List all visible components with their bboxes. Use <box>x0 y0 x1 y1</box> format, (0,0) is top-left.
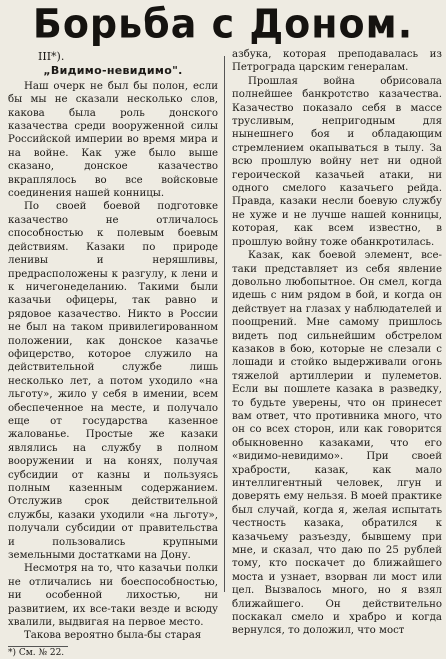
column-divider <box>224 56 225 592</box>
headline: Борьба с Доном. <box>32 0 414 48</box>
section-number: III*). <box>38 50 65 63</box>
footnote-divider <box>8 646 68 647</box>
paragraph: По своей боевой подготовке казачество не отличалось способностью к полевым боевым действиям. Казаки по природе ленивы и неряшливы, предрасположены к разгулу, к лени и к ничегонеделанию. Такими были казачьи офицеры, так равно и рядовое казачество. Никто в России не был на таком привилегированном положении, как донское казачье офицерство, которое служило на действительной службе лишь несколько лет, а потом уходило «на льготу», жило у себя в имении, всем обеспеченное на месте, и получало еще от государства казенное жалованье. Простые же казаки являлись на службу в полном вооружении и на конях, получая субсидии от казны и пользуясь полным казенным содержанием. Отслужив срок действительной службы, казаки уходили «на льготу», получали субсидии от правительства и пользовались крупными земельными достатками на Дону. <box>8 201 218 562</box>
left-column <box>8 48 218 658</box>
paragraph: Несмотря на то, что казачьи полки не отличались ни боеспособностью, ни особенной лихостью, ни развитием, их все-таки везде и всюду хвалили, выдвигая на первое место. <box>8 563 218 629</box>
right-column <box>232 48 442 637</box>
paragraph: Прошлая война обрисовала полнейшее банкротство казачества. Казачество показало себя в массе трусливым, непригодным для нынешнего боя и обладающим стремлением окапываться в тылу. За всю прошлую войну нет ни одной героической казачьей атаки, ни одного смелого казачьего рейда. Правда, казаки несли боевую службу не хуже и не лучше нашей конницы, которая, как всем известно, в прошлую войну тоже обанкротилась. <box>232 75 442 248</box>
subheadline: „Видимо-невидимо". <box>43 64 183 78</box>
paragraph: азбука, которая преподавалась из Петрограда царским генералам. <box>232 49 442 74</box>
paragraph: Такова вероятно была-бы старая <box>24 630 202 642</box>
paragraph: Наш очерк не был бы полон, если бы мы не сказали несколько слов, какова была роль донского казачества среди вооруженной силы Российской империи во время мира и на войне. Как уже было выше сказано, донское казачество вкраплялось во все войсковые соединения нашей конницы. <box>8 80 218 200</box>
footnote: *) См. № 22. <box>8 647 65 658</box>
article-columns <box>0 48 446 658</box>
paragraph: Казак, как боевой элемент, все-таки представляет из себя явление довольно любопытное. Он смел, когда идешь с ним рядом в бой, и когда он действует на глазах у наблюдателей и поощрений. Мне самому пришлось видеть под сильнейшим обстрелом казаков в бою, которые не слезали с лошади и стойко выдерживали огонь тяжелой артиллерии и пулеметов. Если вы пошлете казака в разведку, то будьте уверены, что он принесет вам ответ, что противника много, что он со всех сторон, или как говорится обыкновенно казаками, что его «видимо-невидимо». При своей храбрости, казак, как мало интеллигентный человек, лгун и доверять ему нельзя. В моей практике был случай, когда я, желая испытать честность казака, обратился к казачьему разъезду, бывшему при мне, и сказал, что даю по 25 рублей тому, кто поскачет до ближайшего моста и узнает, взорван ли мост или цел. Вызвалось много, но я взял ближайшего. Он действительно поскакал смело и храбро и когда вернулся, то доложил, что мост <box>232 250 442 637</box>
